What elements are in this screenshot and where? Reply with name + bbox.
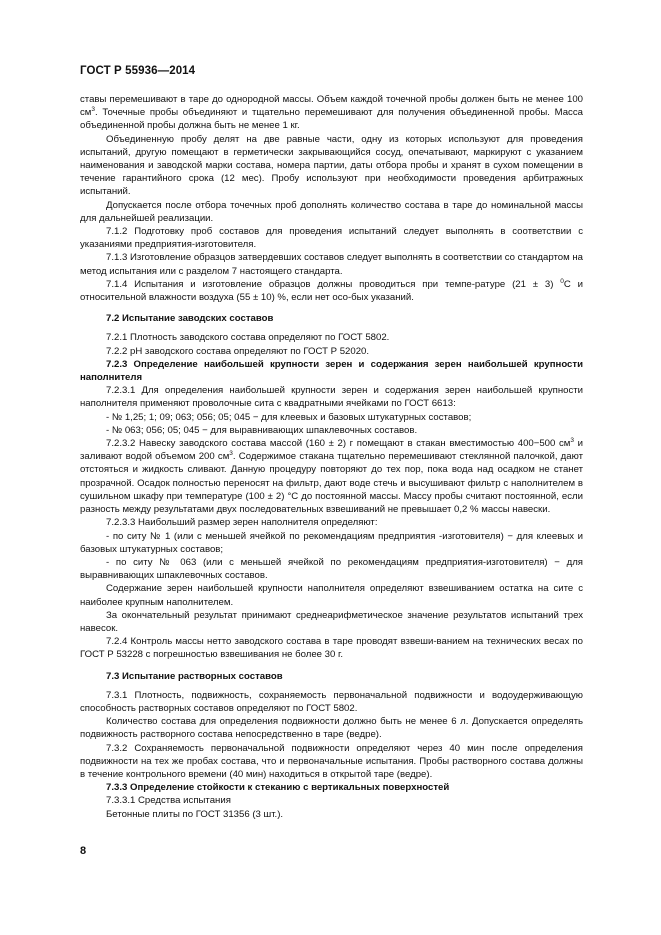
paragraph: 7.2.2 pH заводского состава определяют по ГОСТ Р 52020. — [106, 345, 370, 357]
paragraph: 7.1.4 Испытания и изготовление образцов должны проводиться при темпе-ратуре (21 ± 3) $^0$С и относительной влажности воздуха (55 ± 10) %, если нет осо-бых указаний. — [80, 277, 583, 304]
paragraph: Допускается после отбора точечных проб дополнять количество состава в таре до номинальной массы для дальнейшей реализации. — [80, 199, 583, 224]
list-item: - по ситу № 063 (или с меньшей ячейкой по рекомендациям предприятия-изготовителя) − для выравнивающих шпаклевочных составов. — [80, 556, 583, 582]
subsection-heading: 7.3.3 Определение стойкости к стеканию с вертикальных поверхностей — [106, 782, 450, 794]
document-body — [80, 93, 583, 821]
paragraph: 7.3.2 Сохраняемость первоначальной подвижности определяют через 40 мин после определения подвижности на тех же пробах состава, что и первоначальные испытания. Пробы растворного состава должны в течение контрольного времени (40 мин) находиться в открытой таре (ведре). — [80, 742, 583, 780]
paragraph: 7.2.1 Плотность заводского состава определяют по ГОСТ 5802. — [106, 332, 390, 344]
list-item: - по ситу № 1 (или с меньшей ячейкой по рекомендациям предприятия -изготовителя) − для клеевых и базовых штукатурных составов; — [80, 530, 583, 555]
paragraph: 7.2.3.1 Для определения наибольшей крупности зерен и содержания зерен наибольшей крупности наполнителя применяют проволочные сита с квадратными ячейками по ГОСТ 6613: — [80, 385, 583, 410]
paragraph: Бетонные плиты по ГОСТ 31356 (3 шт.). — [106, 808, 284, 820]
document-header: ГОСТ Р 55936—2014 — [80, 65, 196, 77]
paragraph: 7.1.3 Изготовление образцов затвердевших составов следует выполнять в соответствии со стандартом на метод испытания или с разделом 7 настоящего стандарта. — [80, 252, 583, 277]
paragraph: Объединенную пробу делят на две равные части, одну из которых используют для проведения испытаний, другую помещают в герметически закрывающийся сосуд, опечатывают, маркируют с указанием наименования и заводской марки состава, номера партии, даты отбора пробы и хранят в сухом помещении в течение гарантийного срока (12 мес). Пробу используют при необходимости проведения арбитражных испытаний. — [80, 133, 583, 198]
paragraph: За окончательный результат принимают среднеарифметическое значение результатов испытаний трех навесок. — [80, 609, 583, 634]
paragraph: ставы перемешивают в таре до однородной массы. Объем каждой точечной пробы должен быть не менее 100 $см^3$. Точечные пробы объединяют и тщательно перемешивают для получения объединенной пробы. Масса объединенной пробы должна быть не менее 1 кг. — [80, 94, 583, 132]
list-item: - № 063; 056; 05; 045 − для выравнивающих шпаклевочных составов. — [106, 424, 418, 436]
section-heading: 7.3 Испытание растворных составов — [106, 670, 283, 682]
page-number: 8 — [80, 845, 87, 857]
paragraph: 7.2.3.2 Навеску заводского состава массой (160 ± 2) г помещают в стакан вместимостью 400−500 $см^3$ и заливают водой объемом 200 $см^3$. Содержимое стакана тщательно перемешивают стеклянной палочкой, дают отстояться и жидкость сливают. Данную процедуру повторяют до тех пор, пока вода над осадком не станет прозрачной. Осадок полностью переносят на фильтр, дают воде стечь и высушивают фильтр с наполнителем в сушильном шкафу при температуре (100 ± 2) °С до постоянной массы. Массу пробы считают постоянной, если разность между результатами двух последовательных взвешиваний не превышает 0,2 % массы навески. — [80, 436, 583, 516]
list-item: - № 1,25; 1; 09; 063; 056; 05; 045 − для клеевых и базовых штукатурных составов; — [106, 411, 472, 423]
paragraph: 7.3.1 Плотность, подвижность, сохраняемость первоначальной подвижности и водоудерживающую способность растворных составов определяют по ГОСТ 5802. — [80, 689, 583, 714]
paragraph: 7.1.2 Подготовку проб составов для проведения испытаний следует выполнять в соответствии с указаниями предприятия-изготовителя. — [80, 226, 583, 251]
paragraph: 7.2.4 Контроль массы нетто заводского состава в таре проводят взвеши-ванием на технических весах по ГОСТ Р 53228 с погрешностью взвешивания не более 30 г. — [80, 636, 583, 661]
paragraph: 7.3.3.1 Средства испытания — [106, 795, 231, 807]
section-heading: 7.2 Испытание заводских составов — [106, 313, 274, 325]
paragraph: 7.2.3.3 Наибольший размер зерен наполнителя определяют: — [106, 517, 378, 529]
paragraph: Количество состава для определения подвижности должно быть не менее 6 л. Допускается определять подвижность растворного состава непосредственно в таре (ведре). — [80, 716, 583, 741]
subsection-heading: 7.2.3 Определение наибольшей крупности зерен и содержания зерен наибольшей крупности наполнителя — [80, 358, 583, 384]
paragraph: Содержание зерен наибольшей крупности наполнителя определяют взвешиванием остатка на сите с наиболее крупным наполнителем. — [80, 583, 583, 608]
